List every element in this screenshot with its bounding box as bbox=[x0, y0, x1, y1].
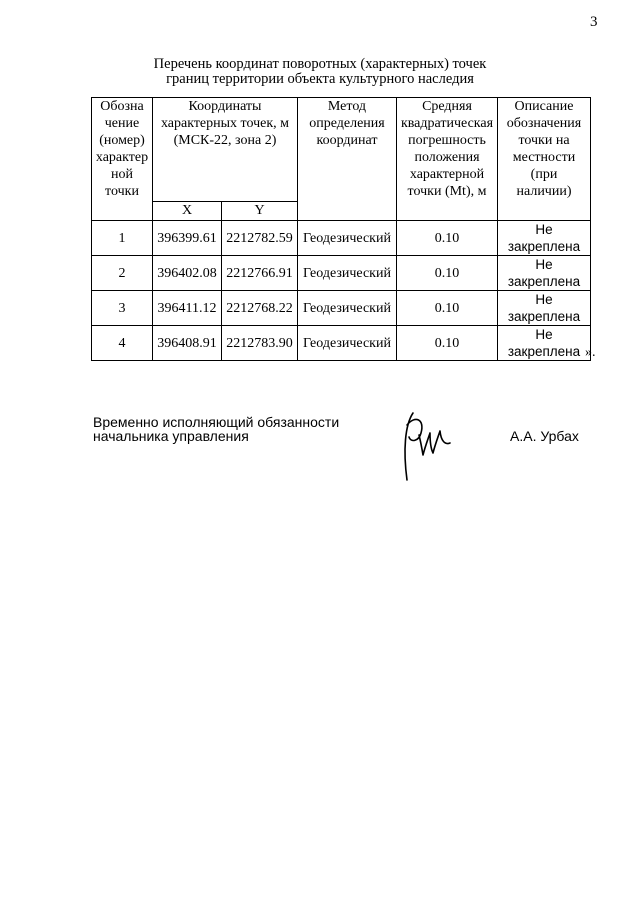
coord-x: 396399.61 bbox=[153, 221, 222, 256]
header-y: Y bbox=[222, 202, 298, 221]
method-cell: Геодезический bbox=[298, 291, 397, 326]
header-description: Описание обозначения точки на местности (при наличии) bbox=[498, 98, 591, 221]
closing-quote-mark: ». bbox=[585, 345, 596, 360]
signatory-name: А.А. Урбах bbox=[510, 428, 579, 444]
coord-x: 396408.91 bbox=[153, 326, 222, 361]
error-cell: 0.10 bbox=[397, 256, 498, 291]
document-title bbox=[0, 57, 640, 87]
description-cell: Не закреплена bbox=[498, 221, 591, 256]
method-cell: Геодезический bbox=[298, 256, 397, 291]
point-number: 2 bbox=[92, 256, 153, 291]
method-cell: Геодезический bbox=[298, 221, 397, 256]
title-line-2: границ территории объекта культурного наследия bbox=[166, 71, 474, 87]
handwritten-signature bbox=[395, 405, 455, 485]
coord-x: 396411.12 bbox=[153, 291, 222, 326]
error-cell: 0.10 bbox=[397, 326, 498, 361]
description-cell: Не закреплена bbox=[498, 326, 591, 361]
header-x: X bbox=[153, 202, 222, 221]
description-cell: Не закреплена bbox=[498, 256, 591, 291]
point-number: 3 bbox=[92, 291, 153, 326]
coordinates-table bbox=[91, 97, 591, 361]
coord-y: 2212782.59 bbox=[222, 221, 298, 256]
header-method: Метод определения координат bbox=[298, 98, 397, 221]
method-cell: Геодезический bbox=[298, 326, 397, 361]
header-coordinates: Координаты характерных точек, м (МСК-22, зона 2) bbox=[153, 98, 298, 202]
coord-y: 2212768.22 bbox=[222, 291, 298, 326]
coord-y: 2212783.90 bbox=[222, 326, 298, 361]
error-cell: 0.10 bbox=[397, 221, 498, 256]
table-row bbox=[92, 326, 591, 361]
table-row bbox=[92, 221, 591, 256]
description-cell: Не закреплена bbox=[498, 291, 591, 326]
coord-x: 396402.08 bbox=[153, 256, 222, 291]
page-number: 3 bbox=[590, 14, 598, 30]
title-line-1: Перечень координат поворотных (характерных) точек bbox=[153, 56, 487, 72]
error-cell: 0.10 bbox=[397, 291, 498, 326]
header-point-id: Обозна чение (номер) характер ной точки bbox=[92, 98, 153, 221]
table-row bbox=[92, 256, 591, 291]
table-row bbox=[92, 291, 591, 326]
point-number: 4 bbox=[92, 326, 153, 361]
signatory-position: Временно исполняющий обязанности начальника управления bbox=[93, 414, 340, 444]
point-number: 1 bbox=[92, 221, 153, 256]
header-error: Средняя квадратическая погрешность положения характерной точки (Mt), м bbox=[397, 98, 498, 221]
coord-y: 2212766.91 bbox=[222, 256, 298, 291]
